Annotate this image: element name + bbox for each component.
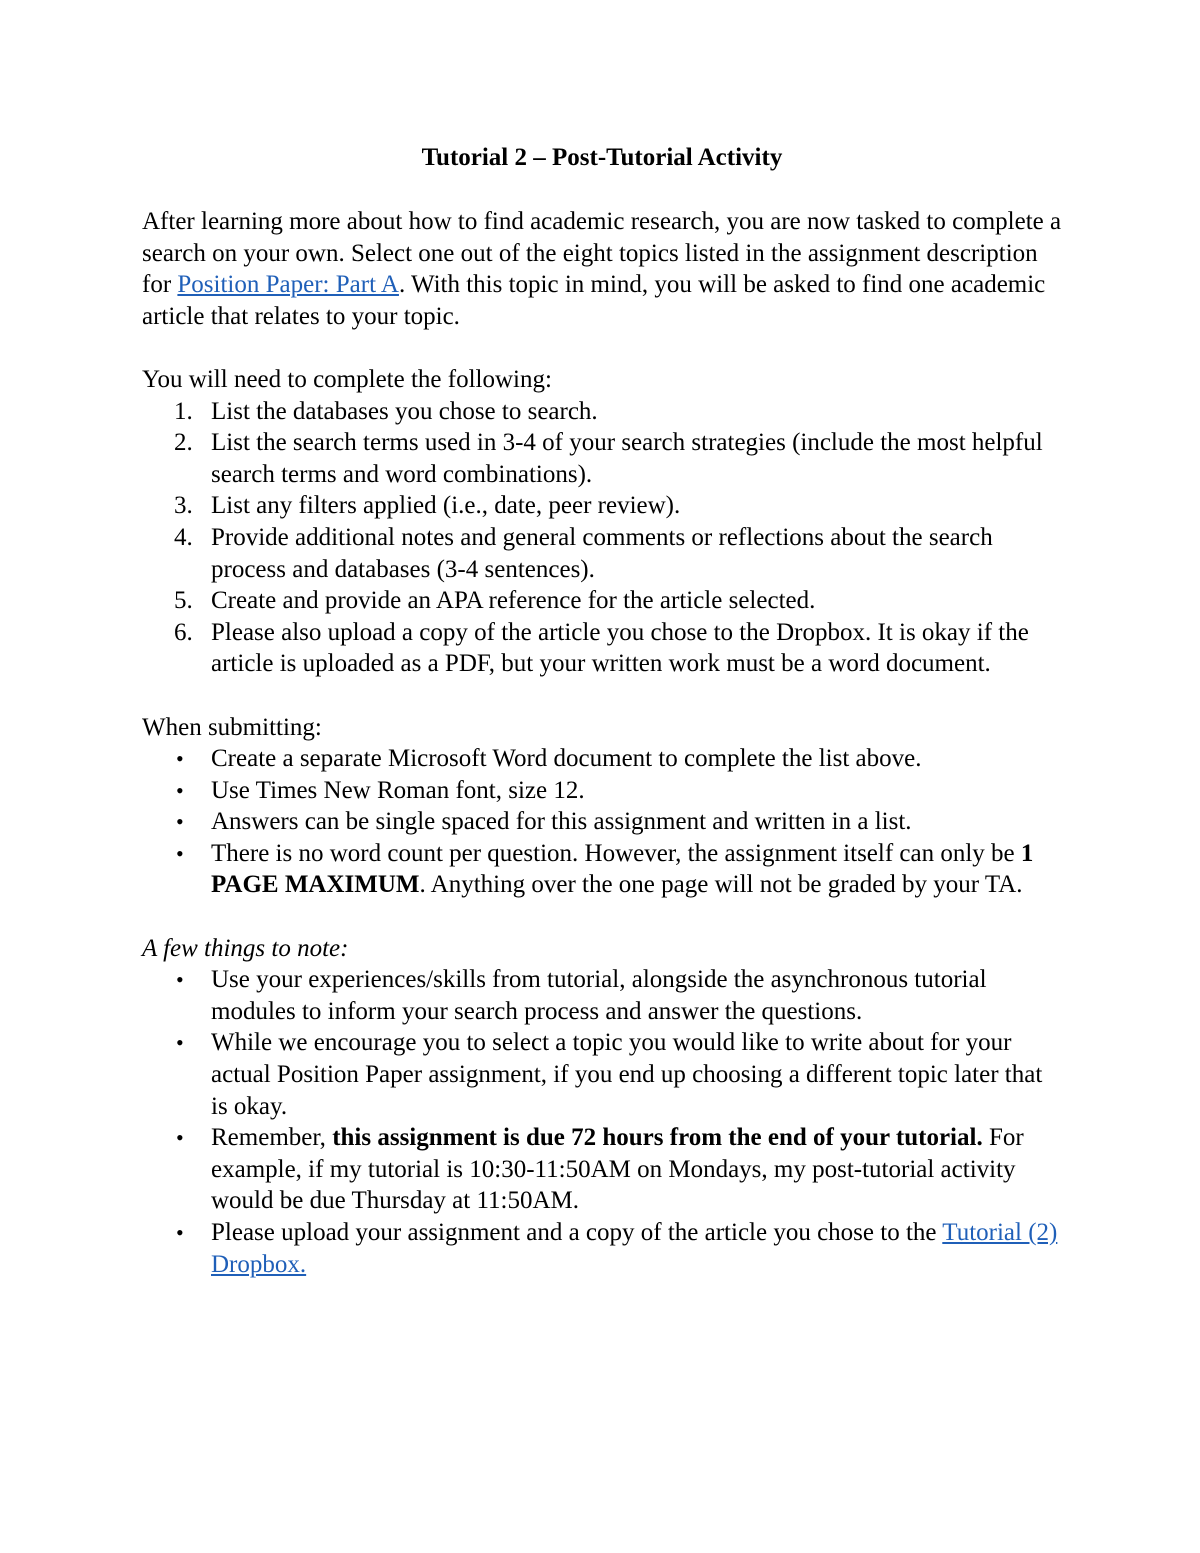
list-item: [142, 1027, 1062, 1122]
bullet-icon: •: [176, 777, 184, 803]
item-number: 1.: [174, 397, 193, 425]
list-item: [142, 396, 1062, 428]
document-page: [142, 142, 1062, 1280]
item-text: Create and provide an APA reference for the article selected.: [211, 587, 816, 615]
list-item: [142, 427, 1062, 490]
item-text: Provide additional notes and general comments or reflections about the search process and databases (3-4 sentences).: [211, 523, 993, 583]
item-text-before-bold: There is no word count per question. However, the assignment itself can only be: [211, 839, 1021, 867]
item-text: List any filters applied (i.e., date, peer review).: [211, 492, 681, 520]
item-text-after-bold: . Anything over the one page will not be graded by your TA.: [419, 871, 1023, 899]
item-text: Create a separate Microsoft Word document to complete the list above.: [211, 745, 922, 773]
notes-list: [142, 964, 1062, 1280]
requirements-heading: You will need to complete the following:: [142, 365, 552, 393]
bullet-icon: •: [176, 840, 184, 866]
item-number: 5.: [174, 587, 193, 615]
item-text: List the search terms used in 3-4 of your search strategies (include the most helpful search terms and word combinations).: [211, 429, 1043, 488]
item-text: Use your experiences/skills from tutorial, alongside the asynchronous tutorial modules to inform your search process and answer the questions.: [211, 966, 987, 1025]
bullet-icon: •: [176, 1125, 184, 1151]
item-number: 2.: [174, 429, 193, 457]
spacer: [142, 174, 1062, 206]
item-number: 4.: [174, 523, 193, 551]
list-item: [142, 1217, 1062, 1280]
list-item: [142, 743, 1062, 775]
item-text-after-bold: For example, if my tutorial is 10:30-11:50AM on Mondays, my post-tutorial activity would be due Thursday at 11:50AM.: [211, 1124, 1024, 1215]
item-text: List the databases you chose to search.: [211, 397, 598, 425]
position-paper-link[interactable]: Position Paper: Part A: [177, 271, 399, 299]
bullet-icon: •: [176, 746, 184, 772]
page-maximum-emphasis: 1 PAGE MAXIMUM: [211, 839, 1034, 899]
intro-paragraph: [142, 206, 1062, 332]
submitting-heading: When submitting:: [142, 713, 322, 741]
item-text: Answers can be single spaced for this assignment and written in a list.: [211, 808, 912, 836]
bullet-icon: •: [176, 967, 184, 993]
spacer: [142, 901, 1062, 933]
list-item: [142, 1122, 1062, 1217]
requirements-list: [142, 396, 1062, 680]
list-item: [142, 522, 1062, 585]
item-text: Use Times New Roman font, size 12.: [211, 776, 585, 804]
list-item: [142, 806, 1062, 838]
spacer: [142, 680, 1062, 712]
document-title: Tutorial 2 – Post-Tutorial Activity: [421, 144, 783, 171]
intro-text-after-link: . With this topic in mind, you will be asked to find one academic article that relates to your topic.: [142, 271, 1046, 330]
item-text: While we encourage you to select a topic you would like to write about for your actual Position Paper assignment, if you end up choosing a different topic later that is okay.: [211, 1029, 1043, 1120]
list-item: [142, 585, 1062, 617]
tutorial-dropbox-link[interactable]: Tutorial (2) Dropbox.: [211, 1219, 1058, 1278]
item-text-before-link: Please upload your assignment and a copy of the article you chose to the: [211, 1219, 943, 1246]
spacer: [142, 332, 1062, 364]
intro-text-before-link: After learning more about how to find academic research, you are now tasked to complete a search on your own. Select one out of the eight topics listed in the assignment description for: [142, 208, 1062, 299]
submitting-list: [142, 743, 1062, 901]
list-item: [142, 838, 1062, 901]
notes-heading: A few things to note:: [142, 934, 349, 962]
list-item: [142, 964, 1062, 1027]
bullet-icon: •: [176, 1220, 184, 1245]
list-item: [142, 775, 1062, 807]
item-text-before-bold: Remember,: [211, 1124, 333, 1152]
bullet-icon: •: [176, 1030, 184, 1056]
bullet-icon: •: [176, 809, 184, 835]
item-number: 3.: [174, 492, 193, 520]
list-item: [142, 490, 1062, 522]
item-text: Please also upload a copy of the article you chose to the Dropbox. It is okay if the article is uploaded as a PDF, but your written work must be a word document.: [211, 618, 1029, 678]
item-number: 6.: [174, 618, 193, 646]
list-item: [142, 617, 1062, 680]
due-date-emphasis: this assignment is due 72 hours from the end of your tutorial.: [332, 1124, 983, 1152]
